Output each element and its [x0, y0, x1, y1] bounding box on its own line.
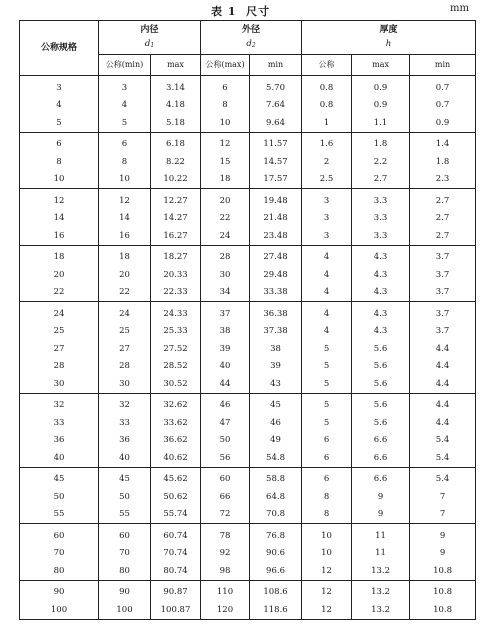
cell-thickness-max: 11 [352, 524, 410, 545]
cell-thickness-nominal: 2.5 [302, 171, 352, 189]
cell-outer-nominal: 46 [201, 393, 250, 414]
header-inner-diameter [99, 21, 201, 55]
cell-outer-nominal: 72 [201, 506, 250, 524]
cell-outer-min: 46 [250, 414, 302, 432]
cell-outer-min: 19.48 [250, 189, 302, 210]
cell-outer-nominal: 47 [201, 414, 250, 432]
cell-thickness-nominal: 5 [302, 414, 352, 432]
cell-thickness-min: 4.4 [410, 358, 476, 376]
cell-inner-nominal: 22 [99, 284, 151, 302]
cell-outer-min: 9.64 [250, 114, 302, 132]
cell-thickness-min: 7 [410, 488, 476, 506]
cell-inner-max: 30.52 [151, 375, 201, 393]
cell-thickness-max: 0.9 [352, 76, 410, 97]
cell-thickness-min: 3.7 [410, 266, 476, 284]
cell-thickness-nominal: 6 [302, 432, 352, 450]
cell-inner-max: 33.62 [151, 414, 201, 432]
cell-inner-max: 18.27 [151, 245, 201, 266]
cell-thickness-max: 11 [352, 545, 410, 563]
cell-inner-nominal: 70 [99, 545, 151, 563]
cell-nominal-size: 80 [53, 565, 65, 576]
table-row [20, 467, 476, 488]
cell-thickness-max: 5.6 [352, 393, 410, 414]
cell-outer-nominal: 110 [201, 580, 250, 601]
cell-outer-nominal: 92 [201, 545, 250, 563]
subheader-inner-nominal: 公称(min) [99, 55, 151, 76]
cell-inner-nominal: 32 [99, 393, 151, 414]
cell-nominal-size: 50 [53, 491, 65, 502]
cell-thickness-max: 3.3 [352, 210, 410, 228]
cell-thickness-nominal: 12 [302, 562, 352, 580]
cell-thickness-nominal: 5 [302, 358, 352, 376]
cell-outer-min: 58.8 [250, 467, 302, 488]
cell-outer-min: 108.6 [250, 580, 302, 601]
table-row-group [20, 245, 476, 302]
table-row-group [20, 580, 476, 619]
cell-outer-min: 96.6 [250, 562, 302, 580]
table-row-group [20, 393, 476, 467]
cell-thickness-nominal: 8 [302, 506, 352, 524]
cell-thickness-nominal: 5 [302, 340, 352, 358]
table-row [20, 506, 476, 524]
table-row [20, 432, 476, 450]
cell-thickness-min: 0.7 [410, 76, 476, 97]
cell-outer-nominal: 12 [201, 132, 250, 153]
cell-thickness-min: 2.7 [410, 210, 476, 228]
cell-outer-min: 33.38 [250, 284, 302, 302]
table-row [20, 266, 476, 284]
cell-outer-nominal: 50 [201, 432, 250, 450]
table-label: 表 1 [211, 5, 237, 18]
table-row-group [20, 76, 476, 133]
cell-inner-nominal: 18 [99, 245, 151, 266]
cell-outer-nominal: 18 [201, 171, 250, 189]
cell-thickness-min: 5.4 [410, 432, 476, 450]
cell-inner-max: 27.52 [151, 340, 201, 358]
cell-thickness-nominal: 6 [302, 467, 352, 488]
cell-thickness-min: 4.4 [410, 414, 476, 432]
table-row [20, 153, 476, 171]
table-row [20, 171, 476, 189]
cell-inner-nominal: 55 [99, 506, 151, 524]
cell-inner-max: 3.14 [151, 76, 201, 97]
cell-thickness-nominal: 2 [302, 153, 352, 171]
cell-inner-nominal: 10 [99, 171, 151, 189]
cell-thickness-nominal: 12 [302, 601, 352, 619]
table-row [20, 132, 476, 153]
cell-thickness-max: 5.6 [352, 414, 410, 432]
table-row-group [20, 524, 476, 581]
cell-thickness-max: 9 [352, 506, 410, 524]
table-row [20, 601, 476, 619]
cell-nominal-size: 55 [53, 509, 65, 519]
cell-inner-nominal: 6 [99, 132, 151, 153]
cell-inner-nominal: 28 [99, 358, 151, 376]
cell-thickness-max: 2.7 [352, 171, 410, 189]
cell-outer-min: 90.6 [250, 545, 302, 563]
table-row [20, 227, 476, 245]
cell-thickness-nominal: 4 [302, 284, 352, 302]
cell-inner-max: 100.87 [151, 601, 201, 619]
cell-thickness-min: 10.8 [410, 580, 476, 601]
cell-outer-min: 23.48 [250, 227, 302, 245]
cell-inner-max: 20.33 [151, 266, 201, 284]
cell-inner-nominal: 90 [99, 580, 151, 601]
cell-outer-min: 43 [250, 375, 302, 393]
table-row [20, 545, 476, 563]
cell-outer-nominal: 44 [201, 375, 250, 393]
cell-inner-max: 6.18 [151, 132, 201, 153]
cell-inner-nominal: 5 [99, 114, 151, 132]
cell-outer-nominal: 8 [201, 97, 250, 115]
table-caption [0, 3, 487, 17]
cell-inner-nominal: 14 [99, 210, 151, 228]
cell-nominal-size: 3 [56, 82, 62, 93]
subheader-outer-nominal: 公称(max) [201, 55, 250, 76]
cell-inner-max: 22.33 [151, 284, 201, 302]
cell-thickness-max: 2.2 [352, 153, 410, 171]
cell-outer-min: 27.48 [250, 245, 302, 266]
cell-inner-max: 28.52 [151, 358, 201, 376]
cell-inner-nominal: 12 [99, 189, 151, 210]
cell-thickness-nominal: 4 [302, 266, 352, 284]
table-row-group [20, 302, 476, 394]
cell-inner-max: 70.74 [151, 545, 201, 563]
cell-inner-nominal: 27 [99, 340, 151, 358]
cell-thickness-nominal: 4 [302, 302, 352, 323]
cell-inner-nominal: 36 [99, 432, 151, 450]
cell-thickness-nominal: 3 [302, 227, 352, 245]
table-row [20, 340, 476, 358]
cell-thickness-nominal: 10 [302, 524, 352, 545]
cell-thickness-min: 3.7 [410, 302, 476, 323]
cell-nominal-size: 18 [53, 252, 65, 262]
cell-nominal-size: 6 [56, 139, 62, 149]
cell-thickness-nominal: 4 [302, 245, 352, 266]
table-row [20, 488, 476, 506]
cell-outer-min: 14.57 [250, 153, 302, 171]
cell-outer-nominal: 60 [201, 467, 250, 488]
cell-inner-nominal: 100 [99, 601, 151, 619]
cell-inner-nominal: 24 [99, 302, 151, 323]
subheader-outer-min: min [250, 55, 302, 76]
table-row [20, 210, 476, 228]
outer-diameter-label: 外径 [242, 25, 261, 35]
cell-inner-max: 4.18 [151, 97, 201, 115]
cell-outer-nominal: 40 [201, 358, 250, 376]
cell-inner-max: 36.62 [151, 432, 201, 450]
cell-inner-nominal: 60 [99, 524, 151, 545]
cell-nominal-size: 30 [53, 378, 65, 389]
subheader-thickness-min: min [410, 55, 476, 76]
cell-thickness-nominal: 5 [302, 375, 352, 393]
cell-thickness-max: 3.3 [352, 227, 410, 245]
cell-outer-nominal: 28 [201, 245, 250, 266]
table-row [20, 189, 476, 210]
table-row-group [20, 132, 476, 189]
cell-thickness-min: 4.4 [410, 375, 476, 393]
cell-inner-nominal: 25 [99, 323, 151, 341]
cell-outer-nominal: 30 [201, 266, 250, 284]
cell-nominal-size: 8 [56, 156, 62, 167]
cell-inner-max: 12.27 [151, 189, 201, 210]
cell-nominal-size: 33 [53, 417, 65, 428]
cell-inner-nominal: 33 [99, 414, 151, 432]
cell-thickness-nominal: 4 [302, 323, 352, 341]
cell-thickness-max: 4.3 [352, 323, 410, 341]
cell-nominal-size: 60 [53, 530, 65, 541]
cell-thickness-max: 6.6 [352, 432, 410, 450]
cell-outer-min: 7.64 [250, 97, 302, 115]
cell-nominal-size: 100 [50, 604, 68, 615]
cell-thickness-min: 5.4 [410, 449, 476, 467]
table-row [20, 393, 476, 414]
cell-thickness-max: 5.6 [352, 358, 410, 376]
cell-outer-nominal: 39 [201, 340, 250, 358]
cell-thickness-max: 1.8 [352, 132, 410, 153]
cell-outer-nominal: 56 [201, 449, 250, 467]
cell-thickness-min: 10.8 [410, 601, 476, 619]
cell-thickness-max: 5.6 [352, 375, 410, 393]
cell-outer-nominal: 66 [201, 488, 250, 506]
table-row [20, 524, 476, 545]
table-row-group [20, 467, 476, 524]
cell-thickness-nominal: 3 [302, 210, 352, 228]
cell-thickness-min: 7 [410, 506, 476, 524]
cell-thickness-min: 5.4 [410, 467, 476, 488]
cell-thickness-min: 3.7 [410, 284, 476, 302]
outer-diameter-symbol: $d_2$ [246, 39, 256, 49]
cell-nominal-size: 20 [53, 269, 65, 280]
cell-inner-nominal: 3 [99, 76, 151, 97]
cell-nominal-size: 24 [53, 308, 65, 319]
cell-inner-nominal: 50 [99, 488, 151, 506]
cell-nominal-size: 22 [53, 287, 65, 297]
cell-outer-nominal: 6 [201, 76, 250, 97]
cell-thickness-max: 4.3 [352, 302, 410, 323]
cell-thickness-max: 4.3 [352, 284, 410, 302]
cell-thickness-min: 9 [410, 545, 476, 563]
cell-outer-min: 39 [250, 358, 302, 376]
cell-nominal-size: 12 [53, 195, 65, 206]
header-outer-diameter [201, 21, 302, 55]
cell-nominal-size: 45 [53, 474, 65, 484]
table-row [20, 375, 476, 393]
cell-nominal-size: 16 [53, 230, 65, 241]
cell-outer-min: 5.70 [250, 76, 302, 97]
cell-thickness-min: 0.9 [410, 114, 476, 132]
table-row [20, 580, 476, 601]
cell-inner-max: 40.62 [151, 449, 201, 467]
cell-thickness-max: 4.3 [352, 245, 410, 266]
cell-inner-max: 60.74 [151, 524, 201, 545]
cell-inner-max: 50.62 [151, 488, 201, 506]
cell-inner-nominal: 16 [99, 227, 151, 245]
table-row [20, 414, 476, 432]
thickness-label: 厚度 [379, 25, 398, 36]
cell-inner-max: 14.27 [151, 210, 201, 228]
cell-outer-min: 45 [250, 393, 302, 414]
cell-thickness-min: 4.4 [410, 393, 476, 414]
cell-thickness-min: 10.8 [410, 562, 476, 580]
cell-thickness-min: 0.7 [410, 97, 476, 115]
row-header-nominal-size: 公称规格 [20, 21, 99, 76]
cell-outer-min: 64.8 [250, 488, 302, 506]
table-title [211, 3, 270, 19]
table-row [20, 97, 476, 115]
cell-thickness-nominal: 0.8 [302, 76, 352, 97]
table-row [20, 449, 476, 467]
header-thickness [302, 21, 476, 55]
cell-outer-min: 36.38 [250, 302, 302, 323]
inner-diameter-label: 内径 [140, 25, 159, 35]
cell-inner-max: 80.74 [151, 562, 201, 580]
cell-thickness-max: 6.6 [352, 449, 410, 467]
cell-nominal-size: 40 [53, 452, 65, 463]
cell-outer-nominal: 20 [201, 189, 250, 210]
cell-thickness-nominal: 1 [302, 114, 352, 132]
cell-outer-nominal: 78 [201, 524, 250, 545]
cell-nominal-size: 28 [53, 361, 65, 371]
table-row [20, 114, 476, 132]
cell-inner-nominal: 4 [99, 97, 151, 115]
cell-outer-min: 76.8 [250, 524, 302, 545]
cell-outer-min: 54.8 [250, 449, 302, 467]
cell-thickness-min: 2.7 [410, 189, 476, 210]
cell-outer-min: 38 [250, 340, 302, 358]
cell-outer-nominal: 22 [201, 210, 250, 228]
cell-nominal-size: 25 [53, 326, 65, 336]
cell-thickness-max: 4.3 [352, 266, 410, 284]
cell-thickness-nominal: 12 [302, 580, 352, 601]
cell-thickness-min: 1.8 [410, 153, 476, 171]
table-row [20, 302, 476, 323]
cell-outer-nominal: 38 [201, 323, 250, 341]
cell-thickness-min: 2.3 [410, 171, 476, 189]
cell-thickness-max: 13.2 [352, 601, 410, 619]
cell-nominal-size: 10 [53, 174, 65, 184]
cell-outer-nominal: 37 [201, 302, 250, 323]
table-row [20, 323, 476, 341]
cell-inner-nominal: 40 [99, 449, 151, 467]
cell-nominal-size: 90 [53, 587, 65, 597]
cell-inner-max: 16.27 [151, 227, 201, 245]
cell-inner-nominal: 80 [99, 562, 151, 580]
cell-thickness-max: 6.6 [352, 467, 410, 488]
cell-thickness-nominal: 1.6 [302, 132, 352, 153]
unit-label: mm [450, 3, 469, 14]
dimensions-table [19, 20, 476, 620]
cell-thickness-max: 5.6 [352, 340, 410, 358]
cell-nominal-size: 5 [56, 117, 62, 128]
cell-thickness-max: 3.3 [352, 189, 410, 210]
cell-inner-max: 55.74 [151, 506, 201, 524]
cell-inner-nominal: 45 [99, 467, 151, 488]
cell-outer-min: 70.8 [250, 506, 302, 524]
cell-outer-nominal: 120 [201, 601, 250, 619]
cell-nominal-size: 70 [53, 548, 65, 558]
cell-inner-max: 32.62 [151, 393, 201, 414]
cell-thickness-min: 9 [410, 524, 476, 545]
thickness-symbol: h [385, 39, 392, 50]
cell-thickness-nominal: 10 [302, 545, 352, 563]
cell-outer-nominal: 15 [201, 153, 250, 171]
subheader-inner-max: max [151, 55, 201, 76]
cell-thickness-min: 1.4 [410, 132, 476, 153]
subheader-thickness-nominal: 公称 [302, 55, 352, 76]
inner-diameter-symbol: $d_1$ [144, 39, 155, 49]
cell-outer-min: 49 [250, 432, 302, 450]
cell-thickness-min: 3.7 [410, 245, 476, 266]
cell-thickness-min: 4.4 [410, 340, 476, 358]
cell-inner-nominal: 8 [99, 153, 151, 171]
cell-inner-nominal: 30 [99, 375, 151, 393]
cell-thickness-max: 9 [352, 488, 410, 506]
cell-nominal-size: 4 [56, 100, 62, 110]
table-row [20, 245, 476, 266]
cell-thickness-min: 3.7 [410, 323, 476, 341]
cell-outer-min: 118.6 [250, 601, 302, 619]
cell-thickness-nominal: 3 [302, 189, 352, 210]
cell-outer-nominal: 24 [201, 227, 250, 245]
cell-thickness-nominal: 8 [302, 488, 352, 506]
cell-thickness-max: 1.1 [352, 114, 410, 132]
cell-nominal-size: 36 [53, 435, 65, 445]
cell-inner-max: 10.22 [151, 171, 201, 189]
table-row-group [20, 189, 476, 246]
cell-inner-nominal: 20 [99, 266, 151, 284]
table-row [20, 284, 476, 302]
subheader-thickness-max: max [352, 55, 410, 76]
table-row [20, 76, 476, 97]
cell-inner-max: 25.33 [151, 323, 201, 341]
cell-thickness-min: 2.7 [410, 227, 476, 245]
cell-thickness-max: 13.2 [352, 562, 410, 580]
cell-outer-min: 37.38 [250, 323, 302, 341]
table-title-text: 尺寸 [246, 5, 271, 18]
cell-thickness-max: 13.2 [352, 580, 410, 601]
table-row [20, 562, 476, 580]
cell-outer-min: 17.57 [250, 171, 302, 189]
cell-thickness-nominal: 6 [302, 449, 352, 467]
cell-inner-max: 8.22 [151, 153, 201, 171]
table-row [20, 358, 476, 376]
cell-outer-min: 29.48 [250, 266, 302, 284]
cell-inner-max: 90.87 [151, 580, 201, 601]
cell-inner-max: 5.18 [151, 114, 201, 132]
cell-nominal-size: 27 [53, 343, 65, 354]
cell-outer-nominal: 34 [201, 284, 250, 302]
cell-nominal-size: 14 [53, 213, 65, 223]
cell-nominal-size: 32 [53, 400, 65, 410]
cell-outer-min: 21.48 [250, 210, 302, 228]
cell-outer-min: 11.57 [250, 132, 302, 153]
cell-inner-max: 24.33 [151, 302, 201, 323]
cell-thickness-nominal: 0.8 [302, 97, 352, 115]
cell-inner-max: 45.62 [151, 467, 201, 488]
cell-thickness-max: 0.9 [352, 97, 410, 115]
cell-outer-nominal: 98 [201, 562, 250, 580]
cell-outer-nominal: 10 [201, 114, 250, 132]
cell-thickness-nominal: 5 [302, 393, 352, 414]
